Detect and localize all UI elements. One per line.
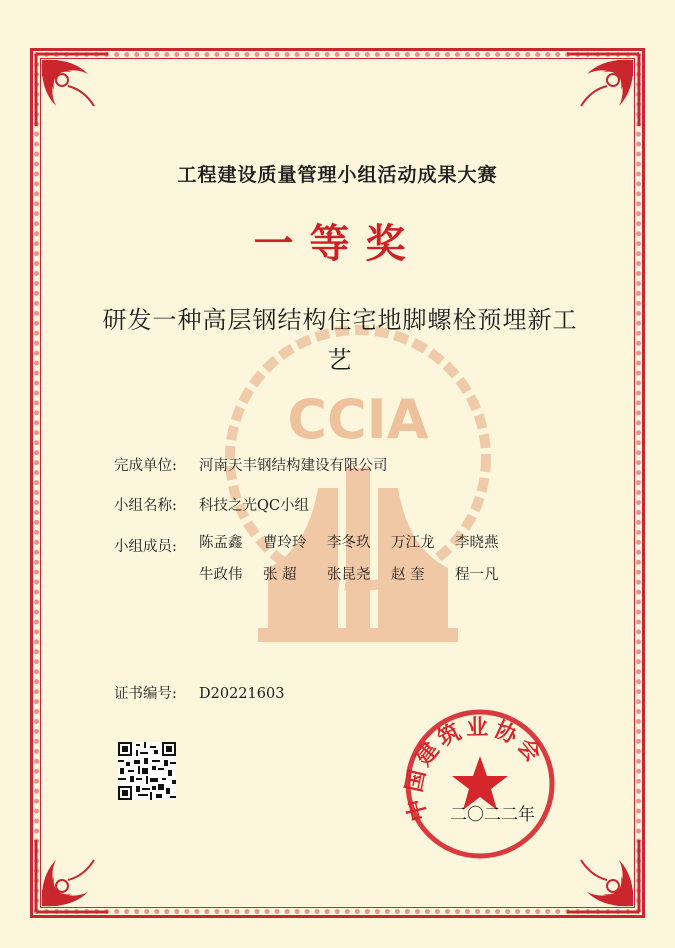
project-name: 研发一种高层钢结构住宅地脚螺栓预埋新工艺 — [102, 306, 578, 374]
member-name: 曹玲玲 — [263, 535, 307, 551]
member-name: 赵 奎 — [391, 567, 425, 583]
corner-ornament — [563, 836, 643, 916]
unit-row — [114, 454, 388, 475]
cert-number-row — [114, 682, 284, 703]
seal-text: 中国建筑业协会 — [401, 714, 549, 824]
qr-code[interactable] — [118, 742, 176, 800]
corner-ornament — [32, 50, 112, 130]
award-level: 一等奖 — [253, 220, 422, 267]
member-name: 李冬玖 — [327, 535, 371, 551]
cert-number-label: 证书编号: — [114, 686, 177, 702]
member-name: 万江龙 — [391, 535, 435, 551]
competition-title: 工程建设质量管理小组活动成果大赛 — [177, 164, 498, 186]
member-name: 牛政伟 — [199, 567, 243, 583]
member-name: 张昆尧 — [327, 567, 371, 583]
members-row — [114, 535, 534, 591]
member-name: 陈孟鑫 — [199, 535, 243, 551]
issue-date: 二〇二二年 — [450, 805, 535, 825]
members-label: 小组成员: — [114, 539, 177, 555]
watermark-text: CCIA — [287, 388, 429, 451]
cert-number-value: D20221603 — [199, 686, 285, 702]
member-name: 李晓燕 — [455, 535, 499, 551]
unit-value: 河南天丰钢结构建设有限公司 — [199, 458, 388, 474]
corner-ornament — [32, 836, 112, 916]
group-row — [114, 494, 309, 515]
unit-label: 完成单位: — [114, 458, 177, 474]
group-value: 科技之光QC小组 — [199, 498, 309, 514]
official-seal — [400, 704, 560, 864]
members-list — [199, 527, 519, 591]
member-name: 程一凡 — [455, 567, 499, 583]
corner-ornament — [563, 50, 643, 130]
group-label: 小组名称: — [114, 498, 177, 514]
member-name: 张 超 — [263, 567, 297, 583]
